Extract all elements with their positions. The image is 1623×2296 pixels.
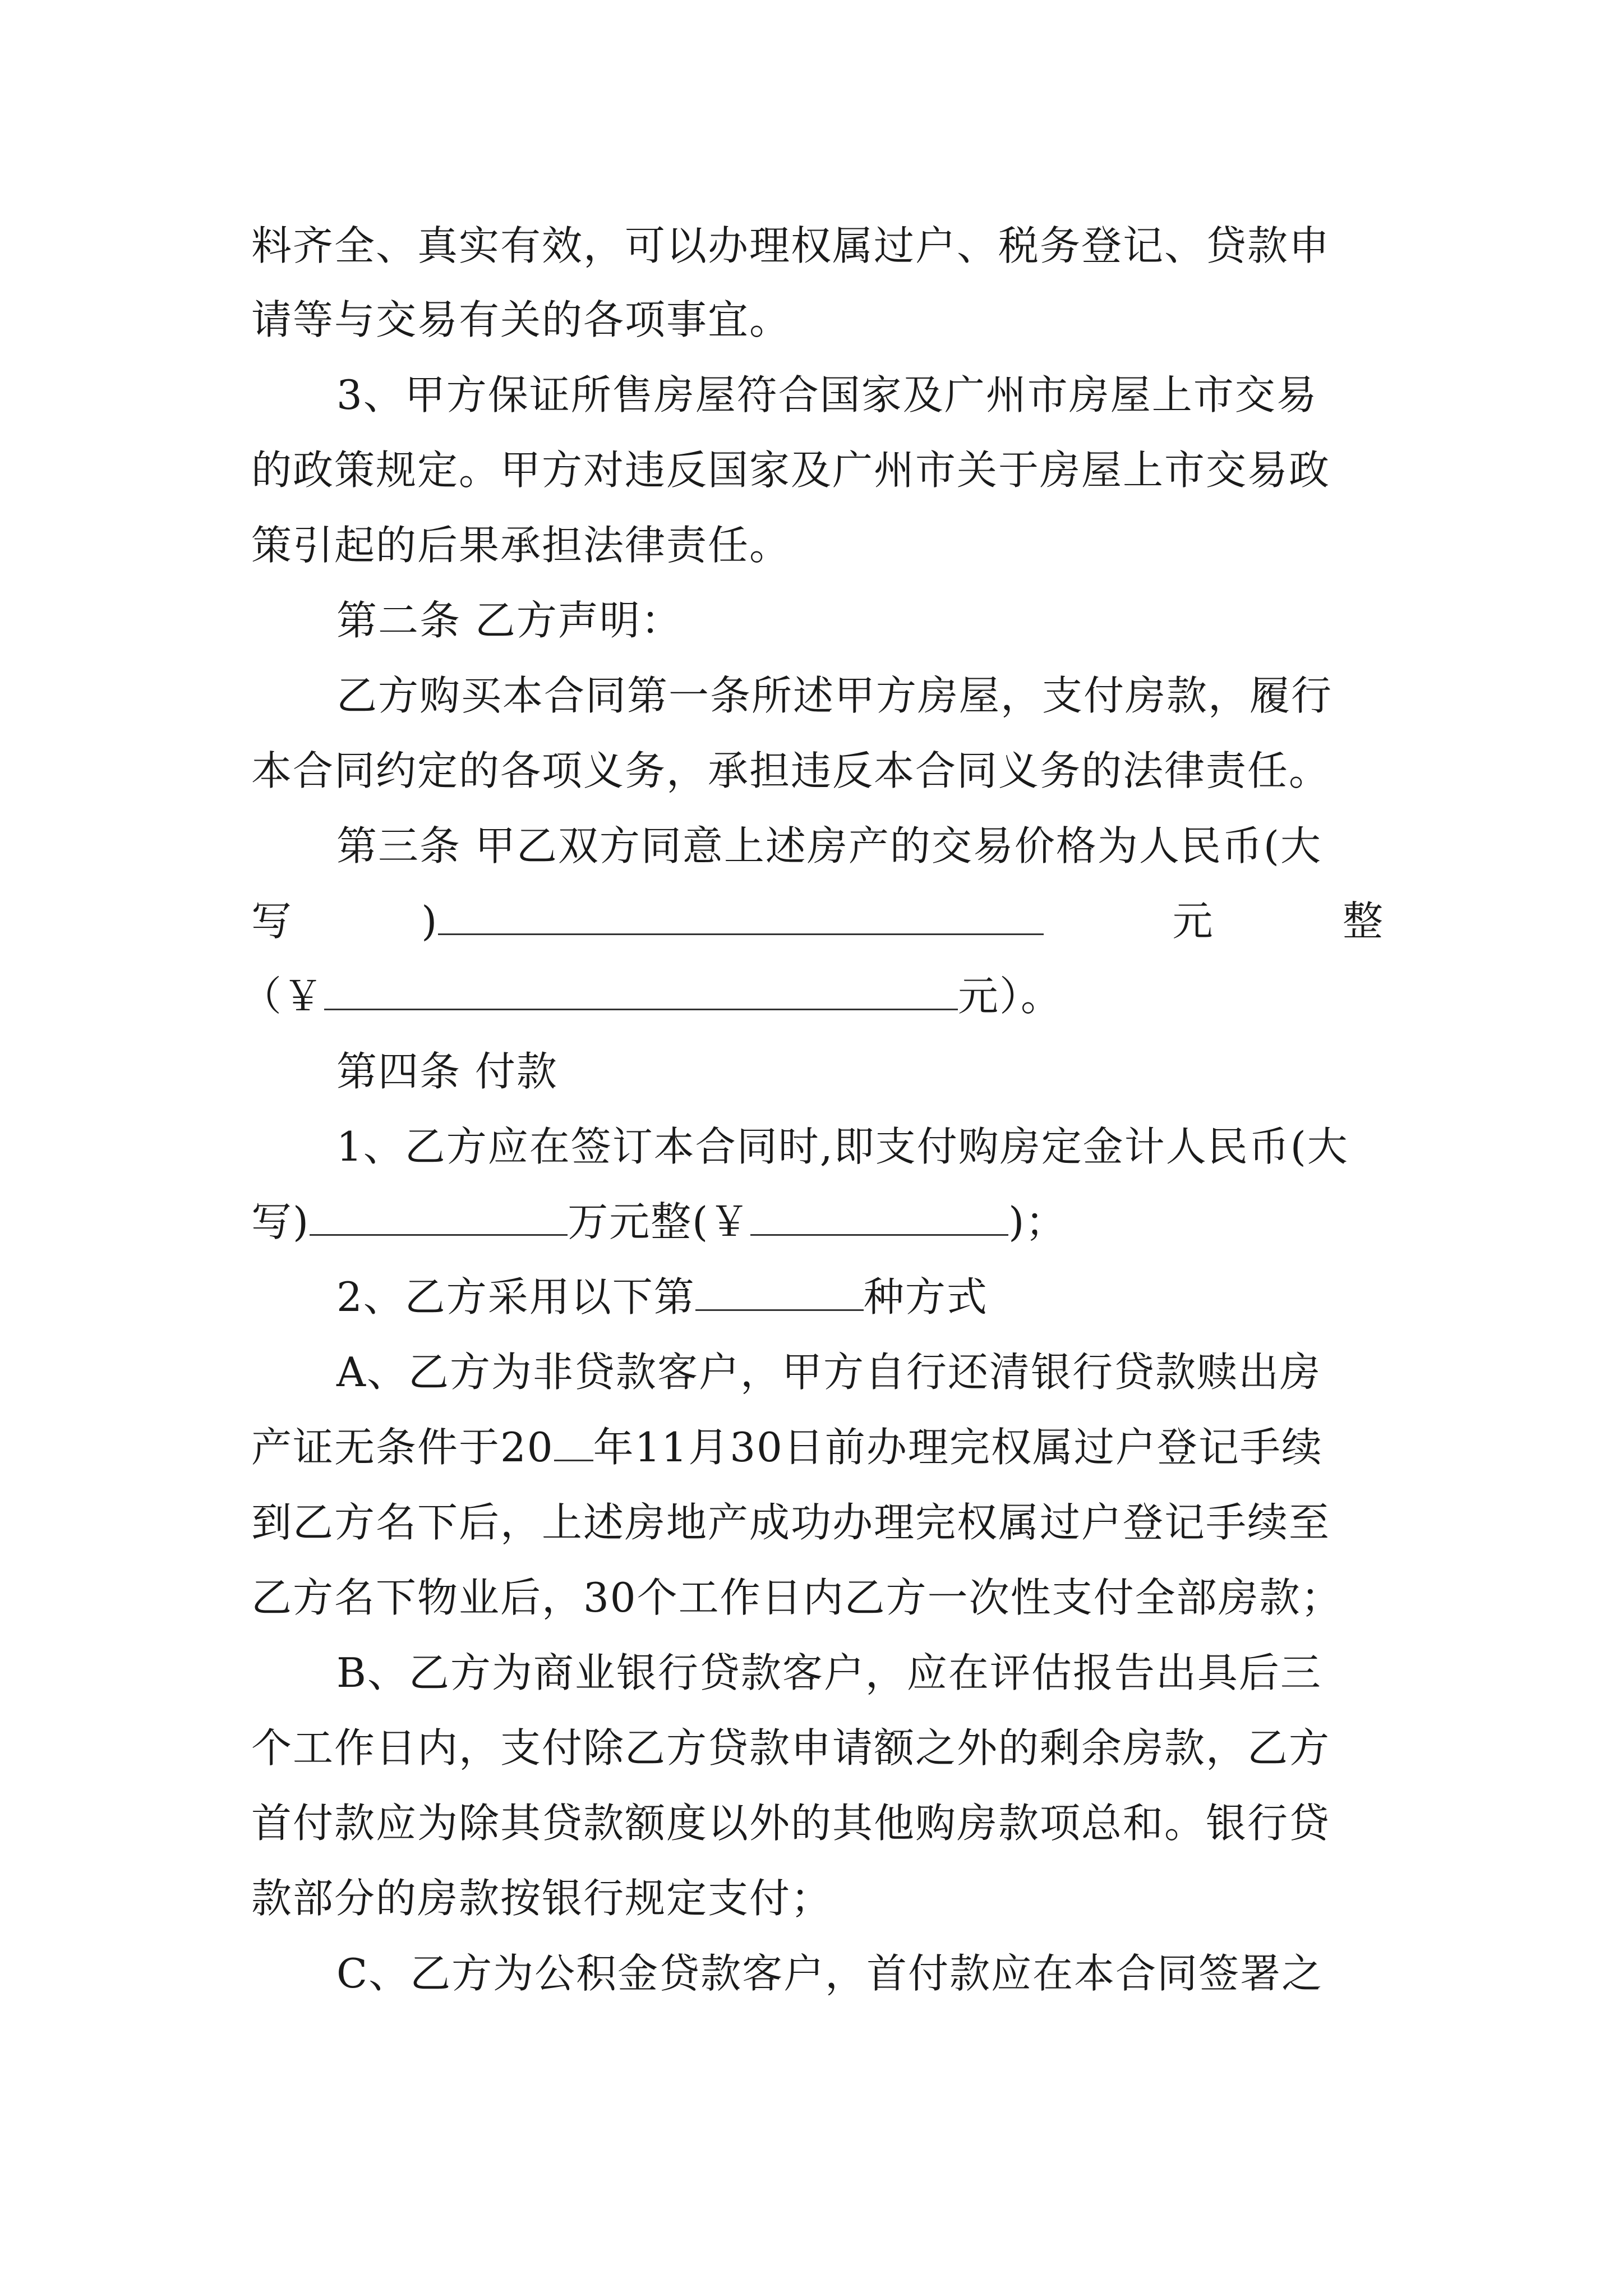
text-fragment: 2、乙方采用以下第	[336, 1273, 695, 1320]
blank-field	[324, 969, 958, 1010]
text-fragment: （￥	[241, 973, 325, 1020]
price-words-field	[421, 894, 1044, 948]
clause-item: 1、乙方应在签订本合同时,即支付购房定金计人民币(大	[336, 1123, 1349, 1170]
blank-field	[438, 894, 1044, 935]
text-fragment: 元）。	[958, 973, 1063, 1020]
deposit-line	[251, 1195, 1384, 1249]
blank-field	[310, 1195, 568, 1236]
blank-field	[750, 1195, 1008, 1236]
text-fragment: 产证无条件于20	[251, 1424, 554, 1471]
clause-item: B、乙方为商业银行贷款客户，应在评估报告出具后三	[336, 1649, 1322, 1696]
text-line: 请等与交易有关的各项事宜。	[251, 296, 791, 343]
text-fragment: 整	[1342, 898, 1384, 945]
text-fragment: 写	[251, 898, 293, 945]
text-fragment: 万元整(￥	[568, 1198, 751, 1245]
text-line: 本合同约定的各项义务，承担违反本合同义务的法律责任。	[251, 747, 1331, 794]
clause-item: 3、甲方保证所售房屋符合国家及广州市房屋上市交易	[336, 371, 1318, 418]
text-fragment: )；	[1008, 1198, 1067, 1245]
text-line: 的政策规定。甲方对违反国家及广州市关于房屋上市交易政	[251, 447, 1331, 494]
clause-item: A、乙方为非贷款客户，甲方自行还清银行贷款赎出房	[336, 1349, 1321, 1396]
text-fragment: )	[421, 898, 439, 945]
payment-method-line	[336, 1270, 1385, 1324]
price-amount-line	[241, 969, 1374, 1023]
text-fragment: 年11月30日前办理完权属过户登记手续	[593, 1424, 1323, 1471]
text-fragment: 种方式	[863, 1273, 988, 1320]
price-line	[251, 894, 1384, 948]
text-fragment: 写)	[251, 1198, 310, 1245]
text-line: 乙方购买本合同第一条所述甲方房屋，支付房款，履行	[336, 672, 1333, 719]
article-heading: 第四条 付款	[336, 1048, 558, 1095]
blank-field	[695, 1270, 864, 1311]
text-line: 个工作日内，支付除乙方贷款申请额之外的剩余房款，乙方	[251, 1724, 1331, 1772]
text-line: 款部分的房款按银行规定支付；	[251, 1875, 833, 1922]
clause-item: C、乙方为公积金贷款客户，首付款应在本合同签署之	[336, 1950, 1324, 1997]
article-heading: 第三条 甲乙双方同意上述房产的交易价格为人民币(大	[336, 822, 1322, 869]
article-heading: 第二条 乙方声明：	[336, 597, 683, 644]
text-line: 料齐全、真实有效，可以办理权属过户、税务登记、贷款申	[251, 222, 1331, 269]
text-line	[251, 1420, 1384, 1474]
text-fragment: 元	[1172, 898, 1214, 945]
blank-field	[554, 1420, 593, 1461]
text-line: 到乙方名下后，上述房地产成功办理完权属过户登记手续至	[251, 1499, 1331, 1546]
text-line: 首付款应为除其贷款额度以外的其他购房款项总和。银行贷	[251, 1800, 1331, 1847]
text-line: 策引起的后果承担法律责任。	[251, 522, 791, 569]
text-line: 乙方名下物业后，30个工作日内乙方一次性支付全部房款；	[251, 1574, 1343, 1621]
